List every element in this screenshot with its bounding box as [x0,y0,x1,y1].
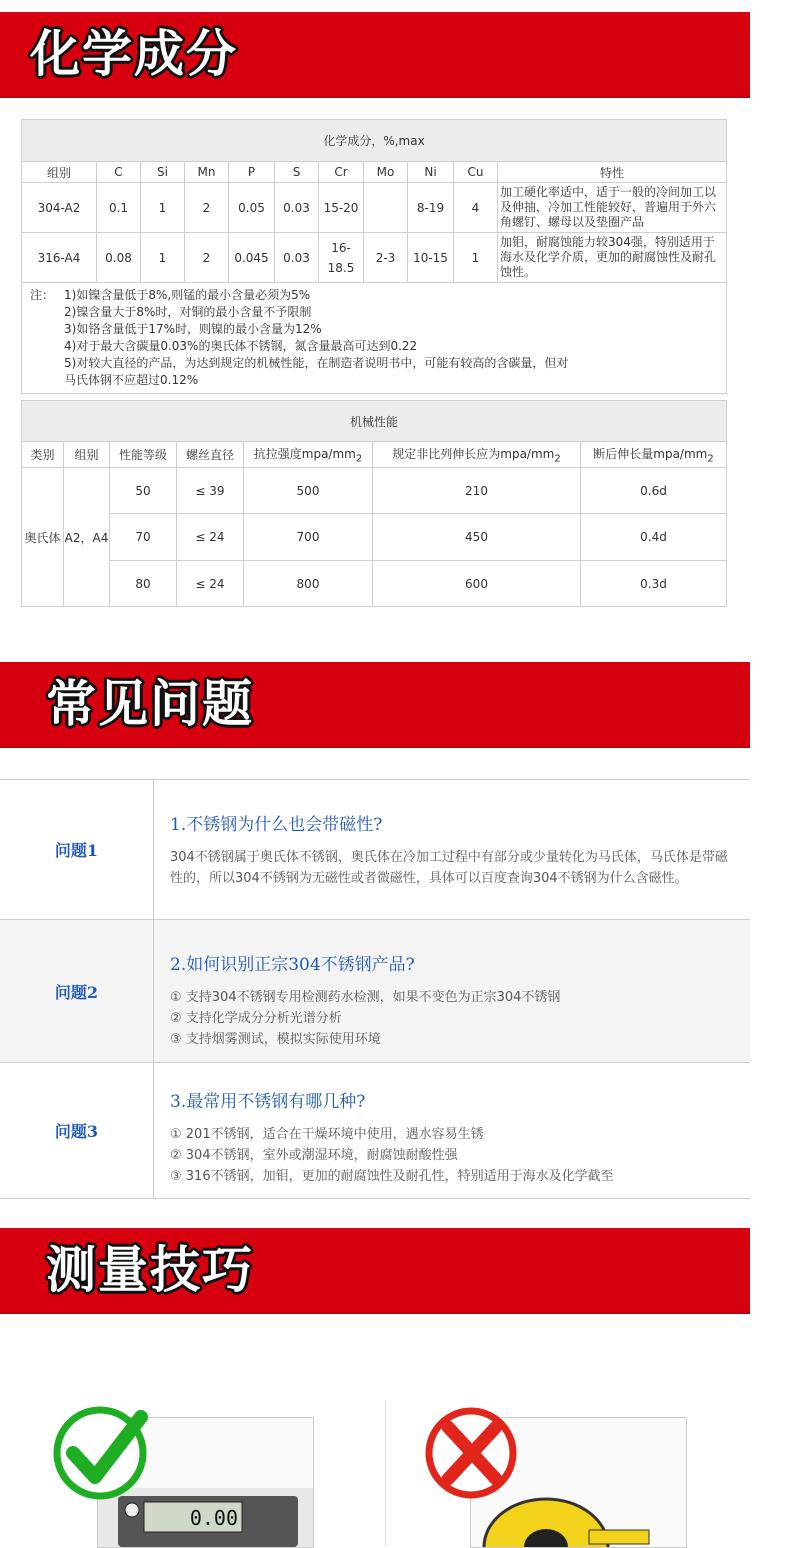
table-header-row [22,162,727,183]
cell: 0.03 [275,183,319,233]
faq-list [0,779,750,1199]
cell: 0.03 [275,233,319,283]
cell: 0.05 [229,183,275,233]
cell: ≤ 24 [177,514,244,561]
header-cell: Cu [454,162,498,183]
cell: 450 [373,514,581,561]
header-cell: C [97,162,141,183]
note-item: 1)如镍含量低于8%,则锰的最小含量必须为5% [64,288,311,302]
header-cell: 组别 [22,162,97,183]
header-cell: Mo [364,162,408,183]
faq-body [154,1063,750,1198]
faq-label: 问题3 [0,1063,154,1198]
divider-line [385,1400,386,1546]
table-row [22,561,727,607]
header-text: 规定非比列伸长应为mpa/mm [392,446,555,461]
faq-question: 2.如何识别正宗304不锈钢产品? [170,955,415,975]
header-cell: 类别 [22,442,64,468]
section-banner-chemical [0,12,750,96]
header-cell: 特性 [498,162,727,183]
cell: 316-A4 [22,233,97,283]
faq-body [154,920,750,1062]
cell: ≤ 39 [177,468,244,514]
header-cell [581,442,727,468]
section-banner-measure [0,1228,750,1312]
header-cell: Si [141,162,185,183]
cell: 80 [110,561,177,607]
table-caption: 机械性能 [22,401,727,442]
feature-cell: 加工硬化率适中，适于一般的冷间加工以及伸抽，冷加工性能较好，普遍用于外六角螺钉、螺母以及垫圈产品 [498,183,727,233]
notes-label: 注： [30,288,55,302]
header-cell [373,442,581,468]
section-title: 测量技巧 [46,1241,254,1299]
note-item: 3)如铬含量低于17%时，则镍的最小含量为12% [64,322,322,336]
cell: 2-3 [364,233,408,283]
category-cell: 奥氏体 [22,468,64,607]
caliper-reading: 0.00 [189,1506,238,1530]
cross-mark-icon [424,1403,524,1503]
cell: 700 [244,514,373,561]
table-row [22,514,727,561]
header-cell: P [229,162,275,183]
cell: 70 [110,514,177,561]
cell: 16-18.5 [319,233,364,283]
subscript: 2 [554,453,561,465]
feature-cell: 加钼，耐腐蚀能力较304强，特别适用于海水及化学介质，更加的耐腐蚀性及耐孔蚀性。 [498,233,727,283]
cell: 0.045 [229,233,275,283]
chemical-composition-table [21,119,727,394]
cell: 0.4d [581,514,727,561]
header-cell: 性能等级 [110,442,177,468]
faq-question: 1.不锈钢为什么也会带磁性? [170,815,383,835]
cell: 2 [185,183,229,233]
faq-answer: ① 201不锈钢，适合在干燥环境中使用，遇水容易生锈 ② 304不锈钢，室外或潮湿环境，耐腐蚀耐酸性强 ③ 316不锈钢，加钼，更加的耐腐蚀性及耐孔性，特别适用于海水及化学截至 [170,1127,614,1184]
cell [364,183,408,233]
cell: 8-19 [408,183,454,233]
faq-question: 3.最常用不锈钢有哪几种? [170,1092,366,1112]
cell: 500 [244,468,373,514]
cell: 304-A2 [22,183,97,233]
cell: 0.6d [581,468,727,514]
cell: 1 [141,233,185,283]
cell: 50 [110,468,177,514]
header-cell: Mn [185,162,229,183]
faq-item [0,1063,750,1199]
table-row [22,468,727,514]
cell: 800 [244,561,373,607]
table-row [22,233,727,283]
group-cell: A2，A4 [64,468,110,607]
header-text: 断后伸长量mpa/mm [593,446,708,461]
mechanical-properties-table [21,400,727,607]
header-text: 抗拉强度mpa/mm [253,446,356,461]
cell: 4 [454,183,498,233]
cell: 600 [373,561,581,607]
section-title: 化学成分 [30,25,238,83]
notes-row [22,283,727,394]
cell: 0.1 [97,183,141,233]
cell: 0.3d [581,561,727,607]
table-row [22,183,727,233]
header-cell: S [275,162,319,183]
subscript: 2 [355,453,363,465]
faq-item [0,920,750,1063]
section-banner-faq [0,662,750,746]
header-cell: 组别 [64,442,110,468]
note-item: 4)对于最大含碳量0.03%的奥氏体不锈钢，氮含量最高可达到0.22 [64,339,418,353]
cell: 1 [454,233,498,283]
table-caption: 化学成分，%,max [22,120,727,162]
subscript: 2 [707,453,714,465]
faq-item [0,780,750,920]
cell: 1 [141,183,185,233]
section-title: 常见问题 [46,675,254,733]
check-mark-icon [53,1403,153,1503]
header-cell [244,442,373,468]
faq-label: 问题1 [0,780,154,919]
note-item: 5)对较大直径的产品，为达到规定的机械性能，在制造者说明书中，可能有较高的含碳量，但对 [64,356,569,370]
note-item: 2)镍含量大于8%时，对铜的最小含量不予限制 [64,305,312,319]
faq-answer: 304不锈钢属于奥氏体不锈钢，奥氏体在冷加工过程中有部分或少量转化为马氏体，马氏体是带磁性的，所以304不锈钢为无磁性或者微磁性，具体可以百度查询304不锈钢为什么含磁性。 [170,850,728,886]
cell: 2 [185,233,229,283]
note-item: 马氏体钢不应超过0.12% [64,373,199,387]
cell: ≤ 24 [177,561,244,607]
faq-label: 问题2 [0,920,154,1062]
faq-body [154,780,750,919]
table-header-row [22,442,727,468]
cell: 0.08 [97,233,141,283]
header-cell: Ni [408,162,454,183]
notes-cell [22,283,727,394]
header-cell: Cr [319,162,364,183]
faq-answer: ① 支持304不锈钢专用检测药水检测，如果不变色为正宗304不锈钢 ② 支持化学成分分析光谱分析 ③ 支持烟雾测试，模拟实际使用环境 [170,990,561,1047]
cell: 15-20 [319,183,364,233]
cell: 210 [373,468,581,514]
cell: 10-15 [408,233,454,283]
header-cell: 螺丝直径 [177,442,244,468]
